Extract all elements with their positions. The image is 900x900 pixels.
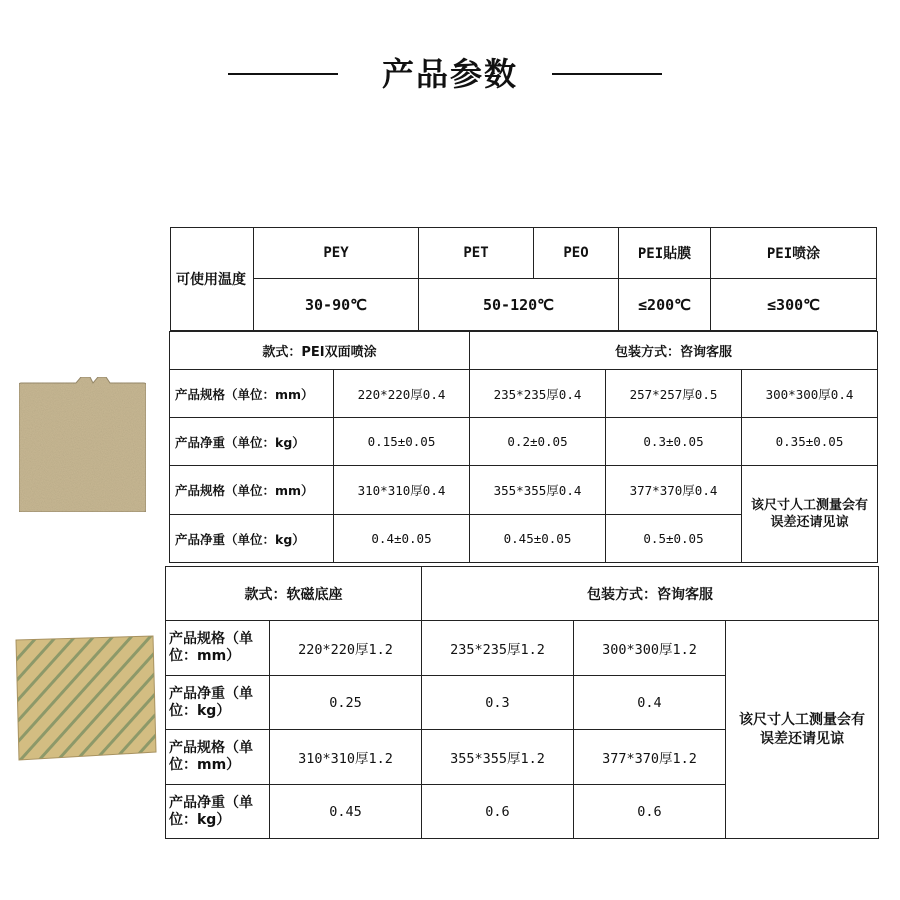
magnetic-package-header: 包装方式：咨询客服 bbox=[422, 567, 879, 621]
magnetic-spec-cell: 220*220厚1.2 bbox=[270, 621, 422, 676]
magnetic-style-header: 款式：软磁底座 bbox=[166, 567, 422, 621]
spray-weight-label: 产品净重（单位：kg） bbox=[170, 515, 334, 563]
magnetic-base-table bbox=[165, 566, 879, 839]
material-type-peo: PEO bbox=[534, 228, 619, 279]
page-title: 产品参数 bbox=[381, 55, 518, 93]
spray-spec-cell: 377*370厚0.4 bbox=[606, 466, 742, 515]
magnetic-weight-cell: 0.25 bbox=[270, 676, 422, 730]
material-type-pei-film: PEI貼膜 bbox=[619, 228, 711, 279]
temperature-pei-film: ≤200℃ bbox=[619, 279, 711, 331]
magnetic-spec-cell: 377*370厚1.2 bbox=[574, 730, 726, 785]
temperature-table bbox=[170, 227, 877, 331]
title-right-rule bbox=[552, 73, 662, 75]
magnetic-weight-cell: 0.45 bbox=[270, 785, 422, 839]
magnetic-spec-label: 产品规格（单位：mm） bbox=[166, 730, 270, 785]
spray-weight-cell: 0.15±0.05 bbox=[334, 418, 470, 466]
pei-sheet-image bbox=[18, 374, 148, 514]
magnetic-weight-cell: 0.6 bbox=[422, 785, 574, 839]
magnetic-spec-cell: 310*310厚1.2 bbox=[270, 730, 422, 785]
spray-spec-cell: 235*235厚0.4 bbox=[470, 370, 606, 418]
temperature-pey: 30-90℃ bbox=[254, 279, 419, 331]
magnetic-weight-label: 产品净重（单位：kg） bbox=[166, 785, 270, 839]
spray-weight-cell: 0.35±0.05 bbox=[742, 418, 878, 466]
magnetic-sheet-image bbox=[12, 634, 158, 762]
material-type-pei-spray: PEI喷涂 bbox=[711, 228, 877, 279]
magnetic-weight-label: 产品净重（单位：kg） bbox=[166, 676, 270, 730]
spray-weight-cell: 0.45±0.05 bbox=[470, 515, 606, 563]
magnetic-weight-cell: 0.3 bbox=[422, 676, 574, 730]
spray-spec-cell: 257*257厚0.5 bbox=[606, 370, 742, 418]
pei-spray-table bbox=[169, 331, 878, 563]
temperature-pet-peo: 50-120℃ bbox=[419, 279, 619, 331]
magnetic-measurement-note: 该尺寸人工测量会有误差还请见谅 bbox=[726, 621, 879, 839]
material-type-pey: PEY bbox=[254, 228, 419, 279]
spray-spec-label: 产品规格（单位：mm） bbox=[170, 370, 334, 418]
magnetic-spec-cell: 300*300厚1.2 bbox=[574, 621, 726, 676]
spray-spec-cell: 300*300厚0.4 bbox=[742, 370, 878, 418]
magnetic-weight-cell: 0.6 bbox=[574, 785, 726, 839]
spray-spec-cell: 310*310厚0.4 bbox=[334, 466, 470, 515]
spray-weight-cell: 0.3±0.05 bbox=[606, 418, 742, 466]
spray-package-header: 包装方式：咨询客服 bbox=[470, 332, 878, 370]
spray-weight-label: 产品净重（单位：kg） bbox=[170, 418, 334, 466]
magnetic-spec-cell: 235*235厚1.2 bbox=[422, 621, 574, 676]
temperature-pei-spray: ≤300℃ bbox=[711, 279, 877, 331]
spray-measurement-note: 该尺寸人工测量会有误差还请见谅 bbox=[742, 466, 878, 563]
spray-spec-label: 产品规格（单位：mm） bbox=[170, 466, 334, 515]
spray-weight-cell: 0.2±0.05 bbox=[470, 418, 606, 466]
temperature-row-label: 可使用温度 bbox=[171, 228, 254, 331]
magnetic-spec-label: 产品规格（单位：mm） bbox=[166, 621, 270, 676]
spray-spec-cell: 220*220厚0.4 bbox=[334, 370, 470, 418]
magnetic-weight-cell: 0.4 bbox=[574, 676, 726, 730]
material-type-pet: PET bbox=[419, 228, 534, 279]
spray-weight-cell: 0.4±0.05 bbox=[334, 515, 470, 563]
magnetic-spec-cell: 355*355厚1.2 bbox=[422, 730, 574, 785]
spray-spec-cell: 355*355厚0.4 bbox=[470, 466, 606, 515]
spray-weight-cell: 0.5±0.05 bbox=[606, 515, 742, 563]
spray-style-header: 款式：PEI双面喷涂 bbox=[170, 332, 470, 370]
